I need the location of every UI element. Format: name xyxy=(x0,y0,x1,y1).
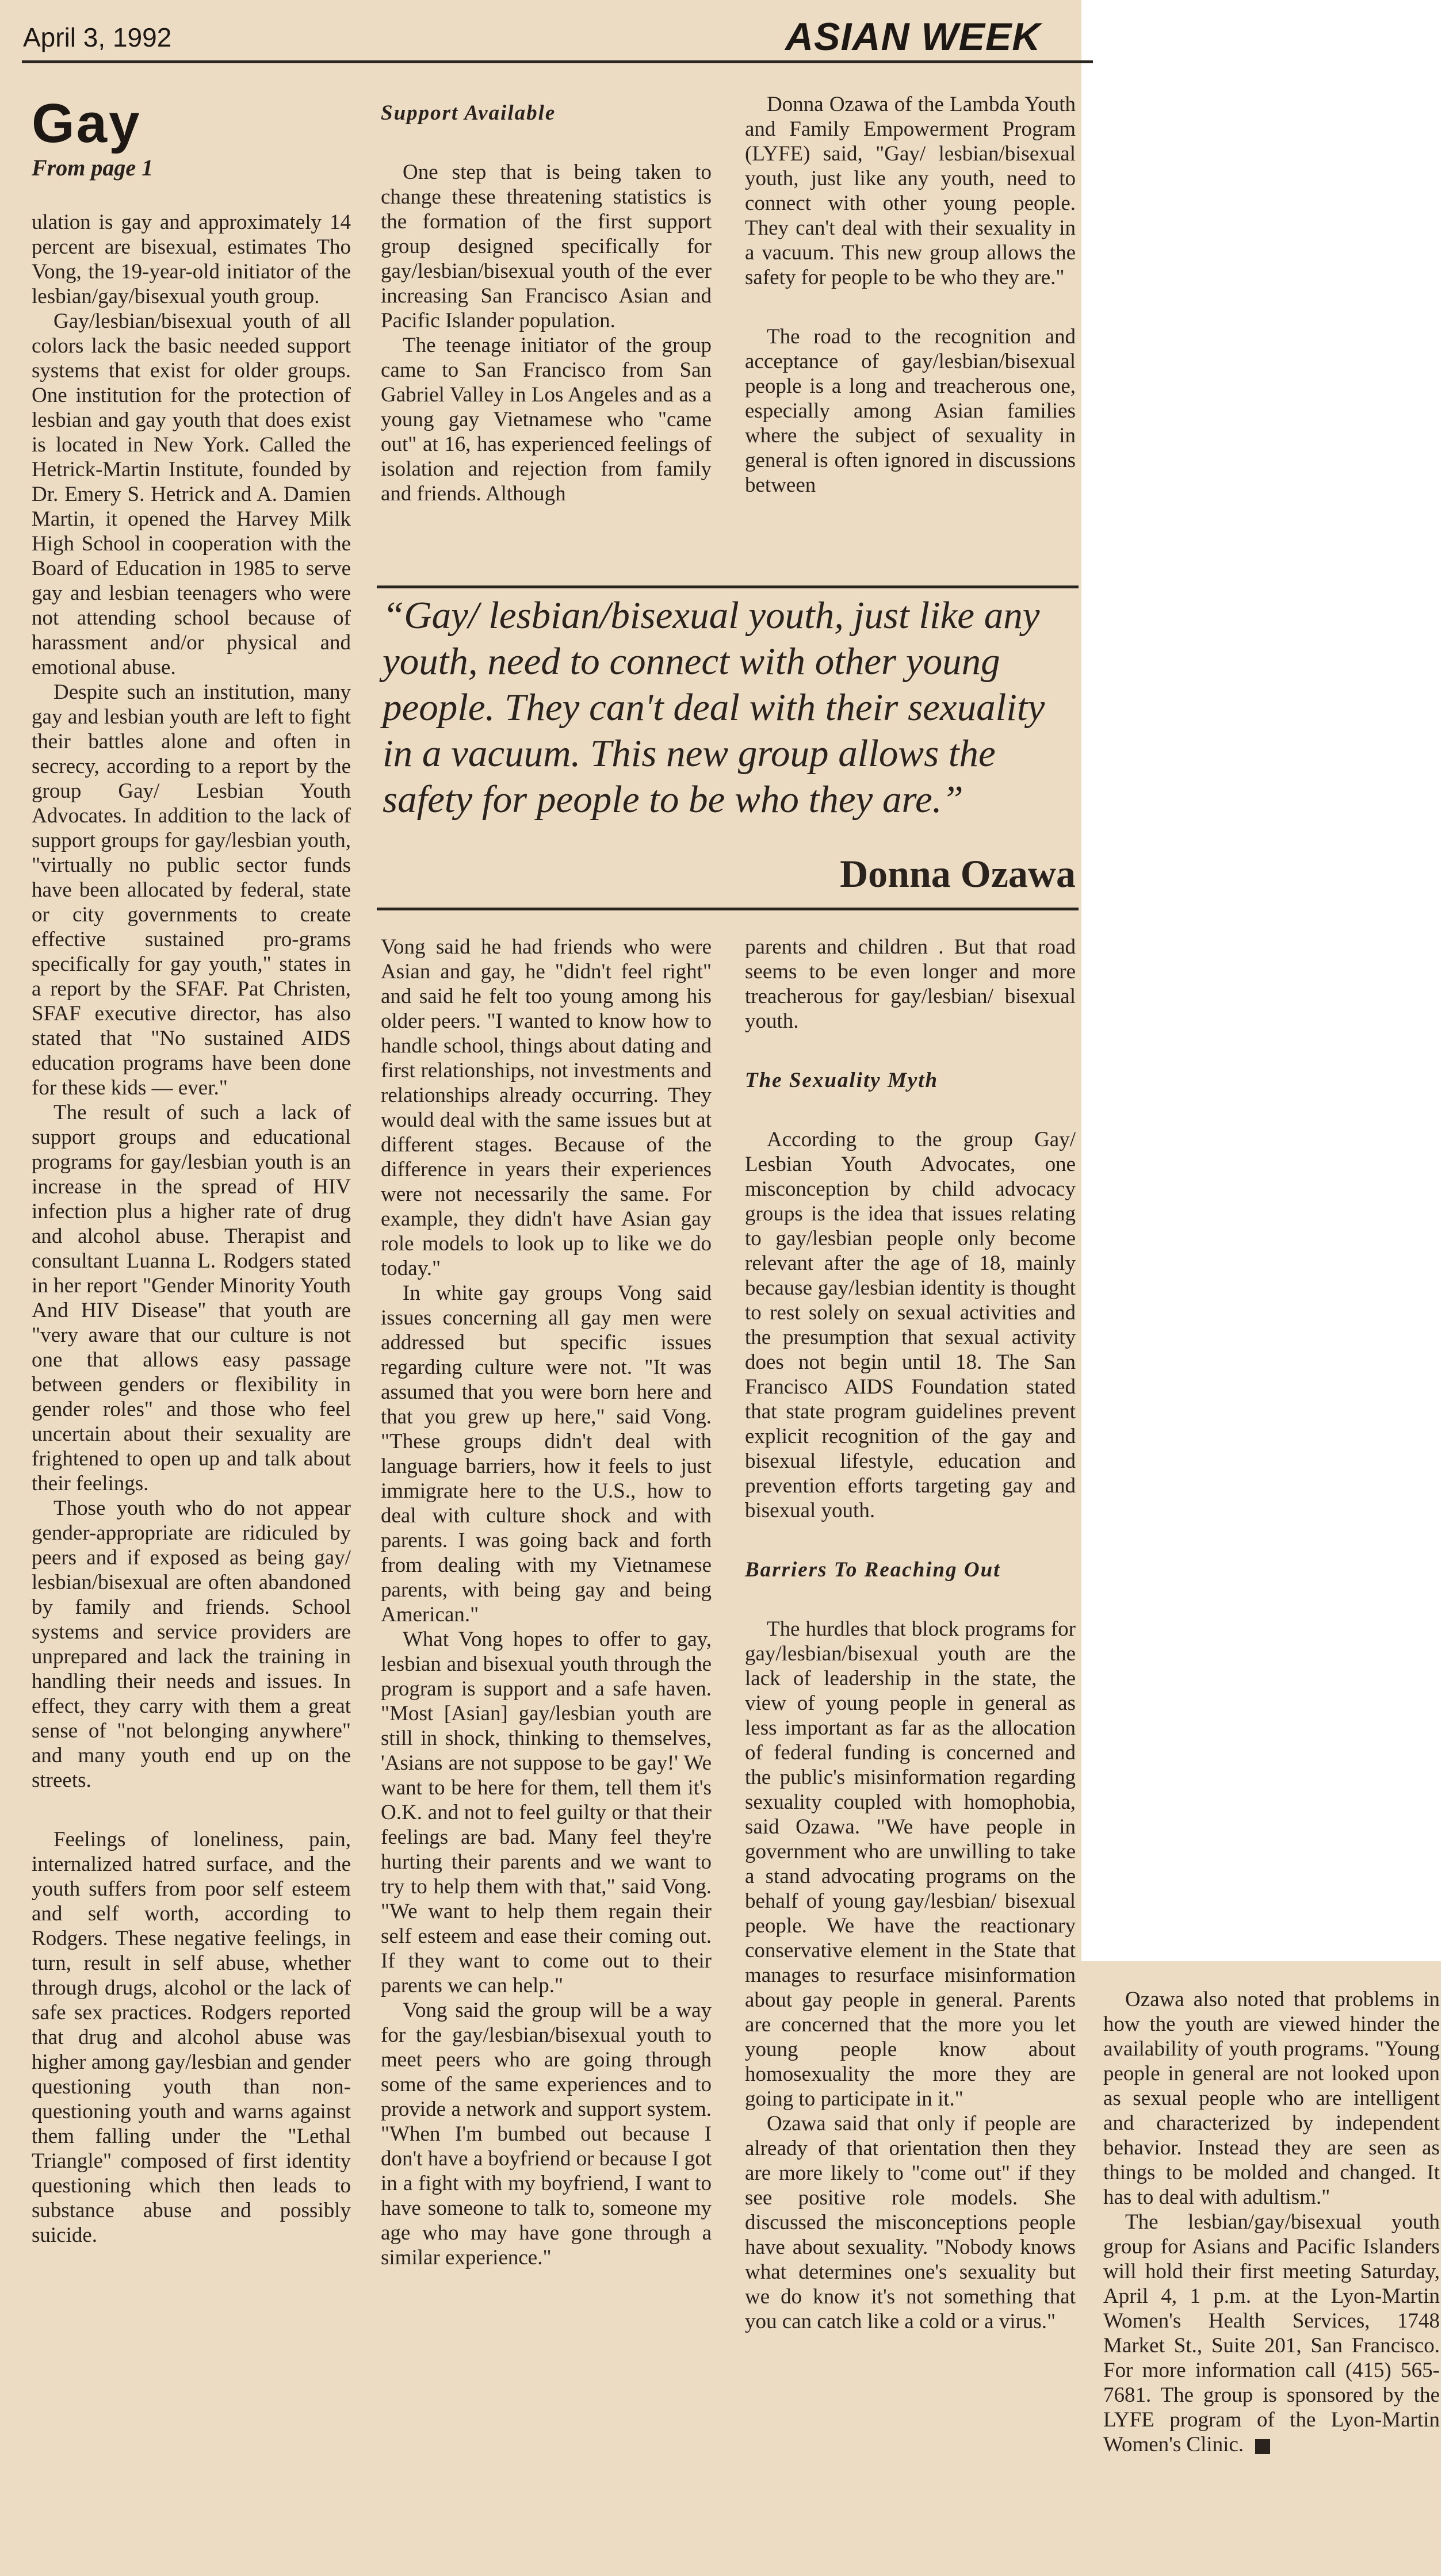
paragraph: The teenage initiator of the group came to San Francisco from San Gabriel Valley in Los Angeles and as a young gay Vietnamese who "came out" at 16, has experienced feelings of isolation and rejection from family and friends. Although xyxy=(381,334,712,506)
paragraph: What Vong hopes to offer to gay, lesbian and bisexual youth through the program is support and a safe haven. "Most [Asian] gay/lesbian youth are still in shock, thinking to themselves, 'Asians are not suppose to be gay!' We want to be here for them, tell them it's O.K. and not to feel guilty or that their feelings are bad. Many feel they're hurting their parents and we want to try to help them with that," said Vong. "We want to help them regain their self esteem and ease their coming out. If they want to come out to their parents we can help." xyxy=(381,1628,712,1997)
paragraph: Ozawa said that only if people are already of that orientation then they are more likely to "come out" if they see positive role models. She discussed the misconceptions people have about sexuality. "Nobody knows what determines one's sexuality but we do know it's not something that you can catch like a cold or a virus." xyxy=(745,2112,1076,2333)
paragraph: Donna Ozawa of the Lambda Youth and Family Empowerment Program (LYFE) said, "Gay/ lesbian/bisexual youth, just like any youth, need to connect with other young people. They can't deal with their sexuality in a vacuum. This new group allows the safety for people to be who they are." xyxy=(745,93,1076,289)
column-1 xyxy=(32,210,351,2248)
column-2-bottom xyxy=(381,935,712,2270)
column-3-top xyxy=(745,92,1076,497)
article-kicker: Gay xyxy=(32,93,142,154)
subhead-sexuality-myth: The Sexuality Myth xyxy=(745,1069,939,1092)
column-3-bottom xyxy=(745,935,1076,2334)
paragraph: Vong said he had friends who were Asian and gay, he "didn't feel right" and said he felt too young among his older peers. "I wanted to know how to handle school, things about dating and first relationships, not investments and relationships already occurring. They would deal with the same issues but at different stages. Because of the difference in years their experiences were not necessarily the same. For example, they didn't have Asian gay role models to look up to like we do today." xyxy=(381,935,712,1280)
subhead-barriers: Barriers To Reaching Out xyxy=(745,1558,1001,1582)
column-4 xyxy=(1103,1987,1440,2457)
pullquote-rule-top xyxy=(377,585,1079,588)
paragraph: Vong said the group will be a way for the gay/lesbian/bisexual youth to meet peers who are going through some of the same experiences and to provide a network and support system. "When I'm bumbed out because I don't have a boyfriend or because I got in a fight with my boyfriend, I want to have someone to talk to, someone my age who may have gone through a similar experience." xyxy=(381,1999,712,2269)
paragraph: Those youth who do not appear gender-appropriate are ridiculed by peers and if exposed as being gay/ lesbian/bisexual are often abandoned by family and friends. School systems and service providers are unprepared and lack the training in handling their needs and issues. In effect, they carry with them a great sense of "not belonging anywhere" and many youth end up on the streets. xyxy=(32,1496,351,1792)
publication-name: ASIAN WEEK xyxy=(785,15,1041,59)
issue-date: April 3, 1992 xyxy=(23,22,172,52)
paragraph: ulation is gay and approximately 14 percent are bisexual, estimates Tho Vong, the 19-year-old initiator of the lesbian/gay/bisexual youth group. xyxy=(32,210,351,308)
paragraph: Despite such an institution, many gay and lesbian youth are left to fight their battles alone and often in secrecy, according to a report by the group Gay/ Lesbian Youth Advocates. In addition to the lack of support groups for gay/lesbian youth, "virtually no public sector funds have been allocated by federal, state or city governments to create effective sustained pro-grams specifically for gay youth," states in a report by the SFAF. Pat Christen, SFAF executive director, has also stated that "No sustained AIDS education programs have been done for these kids — ever." xyxy=(32,680,351,1100)
newspaper-clipping-continuation xyxy=(1081,1961,1441,2576)
paragraph: Ozawa also noted that problems in how the youth are viewed hinder the availability of youth programs. "Young people in general are not looked upon as sexual people who are intelligent and characterized by independent behavior. Instead they are seen as things to be molded and changed. It has to deal with adultism." xyxy=(1103,1988,1440,2209)
header-rule xyxy=(22,60,1093,63)
paragraph: The result of such a lack of support groups and educational programs for gay/lesbian youth is an increase in the spread of HIV infection plus a higher rate of drug and alcohol abuse. Therapist and consultant Luanna L. Rodgers stated in her report "Gender Minority Youth And HIV Disease" that youth are "very aware that our culture is not one that allows easy passage between genders or flexibility in gender roles" and those who feel uncertain about their sexuality are frightened to open up and talk about their feelings. xyxy=(32,1101,351,1495)
paragraph: Feelings of loneliness, pain, internalized hatred surface, and the youth suffers from poor self esteem and self worth, according to Rodgers. These negative feelings, in turn, result in self abuse, whether through drugs, alcohol or the lack of safe sex practices. Rodgers reported that drug and alcohol abuse was higher among gay/lesbian and gender questioning youth than non-questioning youth and warns against them falling under the "Lethal Triangle" composed of first identity questioning which then leads to substance abuse and possibly suicide. xyxy=(32,1828,351,2247)
pullquote-rule-bottom xyxy=(377,908,1079,910)
paragraph: In white gay groups Vong said issues concerning all gay men were addressed but specific issues regarding culture were not. "It was assumed that you were born here and that you grew up here," said Vong. "These groups didn't deal with language barriers, how it feels to just immigrate here to the U.S., how to deal with culture shock and with parents. I was going back and forth from dealing with my Vietnamese parents, with being gay and being American." xyxy=(381,1281,712,1626)
paragraph-text: The lesbian/gay/bisexual youth group for Asians and Pacific Islanders will hold their first meeting Saturday, April 4, 1 p.m. at the Lyon-Martin Women's Health Services, 1748 Market St., Suite 201, San Francisco. For more information call (415) 565-7681. The group is sponsored by the LYFE program of the Lyon-Martin Women's Clinic. xyxy=(1103,2210,1440,2456)
end-mark xyxy=(1255,2439,1270,2454)
paragraph xyxy=(1103,2210,1440,2457)
subhead-support-available: Support Available xyxy=(381,101,556,125)
paragraph: parents and children . But that road seems to be even longer and more treacherous for gay/lesbian/ bisexual youth. xyxy=(745,935,1076,1033)
column-2-top xyxy=(381,101,712,506)
paragraph: Gay/lesbian/bisexual youth of all colors lack the basic needed support systems that exist for older groups. One institution for the protection of lesbian and gay youth that does exist is located in New York. Called the Hetrick-Martin Institute, founded by Dr. Emery S. Hetrick and A. Damien Martin, it opened the Harvey Milk High School in cooperation with the Board of Education in 1985 to serve gay and lesbian teenagers who were not attending school because of harassment and/or physical and emotional abuse. xyxy=(32,309,351,679)
paragraph: The road to the recognition and acceptance of gay/lesbian/bisexual people is a long and treacherous one, especially among Asian families where the subject of sexuality in general is often ignored in discussions between xyxy=(745,325,1076,497)
jump-line: From page 1 xyxy=(32,155,154,181)
pullquote: “Gay/ lesbian/bisexual youth, just like any youth, need to connect with other young people. They can't deal with their sexuality in a vacuum. This new group allows the safety for people to be who they are.” xyxy=(383,594,1045,821)
pullquote-attribution: Donna Ozawa xyxy=(840,852,1076,895)
paragraph: One step that is being taken to change these threatening statistics is the formation of the first support group designed specifically for gay/lesbian/bisexual youth of the ever increasing San Francisco Asian and Pacific Islander population. xyxy=(381,160,712,332)
paragraph: According to the group Gay/ Lesbian Youth Advocates, one misconception by child advocacy groups is the idea that issues relating to gay/lesbian people only become relevant after the age of 18, mainly because gay/lesbian identity is thought to rest solely on sexual activities and the presumption that sexual activity does not begin until 18. The San Francisco AIDS Foundation stated that state program guidelines prevent explicit recognition of the gay and bisexual lifestyle, education and prevention efforts targeting gay and bisexual youth. xyxy=(745,1128,1076,1522)
paragraph: The hurdles that block programs for gay/lesbian/bisexual youth are the lack of leadership in the state, the view of young people in general as less important as far as the allocation of federal funding is concerned and the public's misinformation regarding sexuality coupled with homophobia, said Ozawa. "We have people in government who are unwilling to take a stand advocating programs on the behalf of young gay/lesbian/ bisexual people. We have the reactionary conservative element in the State that manages to resurface misinformation about gay people in general. Parents are concerned that the more you let young people know about homosexuality the more they are going to participate in it." xyxy=(745,1617,1076,2111)
